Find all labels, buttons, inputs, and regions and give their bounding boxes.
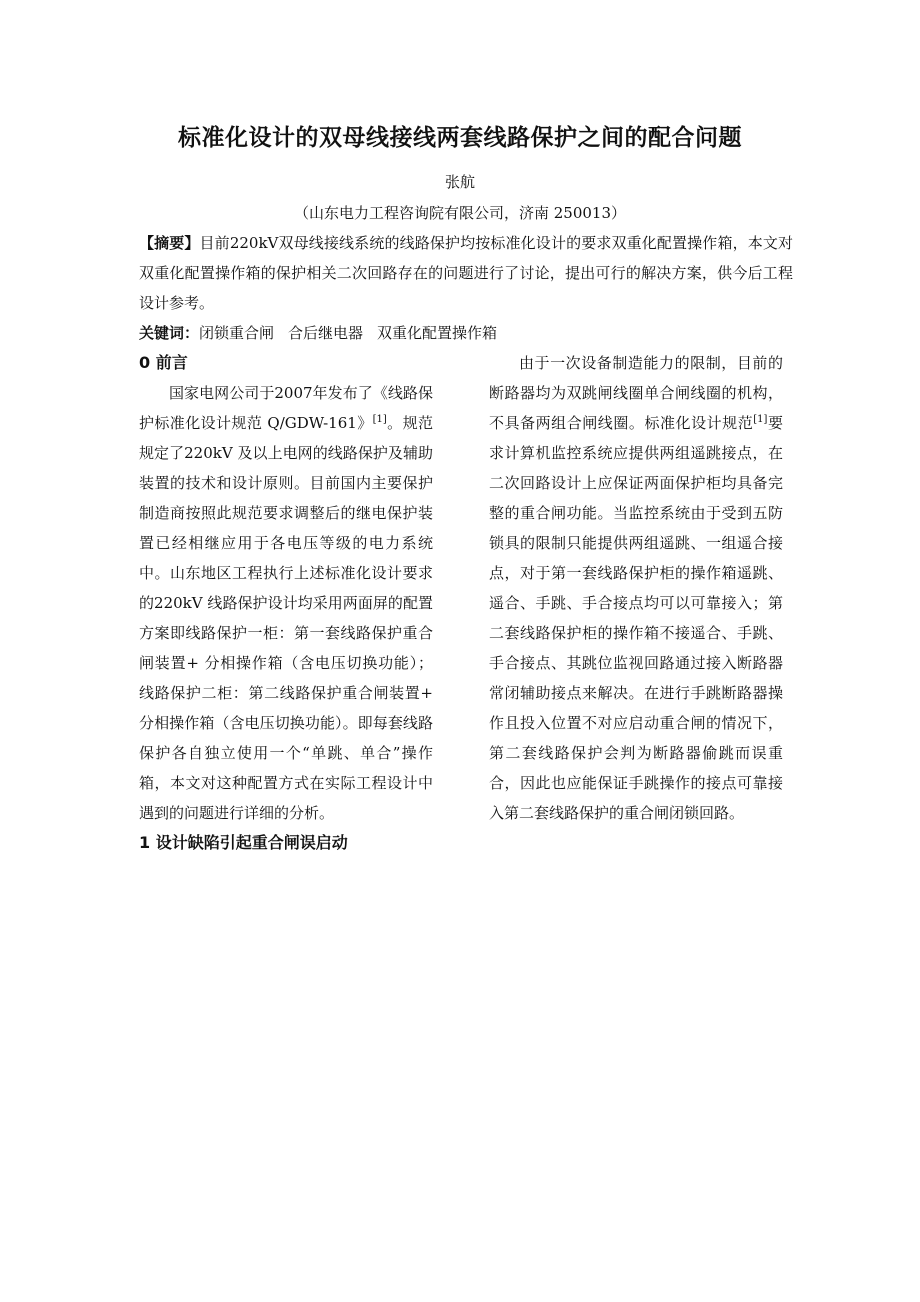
paragraph-text: 要求计算机监控系统应提供两组遥跳接点，在二次回路设计上应保证两面保护柜均具备完整的重合闸功能。当监控系统由于受到五防锁具的限制只能提供两组遥跳、一组遥合接点，对于第一套线路保护柜的操作箱遥跳、遥合、手跳、手合接点均可以可靠接入；第二套线路保护柜的操作箱不接遥合、手跳、手合接点、其跳位监视回路通过接入断路器常闭辅助接点来解决。在进行手跳断路器操作且投入位置不对应启动重合闸的情况下，第二套线路保护会判为断路器偷跳而误重合，因此也应能保证手跳操作的接点可靠接入第二套线路保护的重合闸闭锁回路。 xyxy=(489,414,783,822)
paragraph-text: 。规范规定了220kV 及以上电网的线路保护及辅助装置的技术和设计原则。目前国内主要保护制造商按照此规范要求调整后的继电保护装置已经相继应用于各电压等级的电力系统中。山东地区工程执行上述标准化设计要求的220kV 线路保护设计均采用两面屏的配置方案即线路保护一柜：第一套线路保护重合闸装置+ 分相操作箱（含电压切换功能）；线路保护二柜：第二线路保护重合闸装置+ 分相操作箱（含电压切换功能）。即每套线路保护各自独立使用一个“单跳、单合”操作箱，本文对这种配置方式在实际工程设计中遇到的问题进行详细的分析。 xyxy=(139,414,433,822)
keyword-item: 闭锁重合闸 xyxy=(199,324,275,342)
right-column xyxy=(489,348,783,828)
reference-marker: [1] xyxy=(753,414,768,425)
keywords xyxy=(139,318,793,348)
body-paragraph xyxy=(489,348,783,828)
abstract xyxy=(139,228,793,318)
section-heading-design-defect: 1 设计缺陷引起重合闸误启动 xyxy=(139,833,348,852)
paragraph-text: 国家电网公司于2007年发布了《线路保护标准化设计规范 Q/GDW-161》 xyxy=(139,384,433,432)
keyword-item: 双重化配置操作箱 xyxy=(377,324,498,342)
left-column xyxy=(139,348,433,858)
abstract-text: 目前220kV双母线接线系统的线路保护均按标准化设计的要求双重化配置操作箱，本文对双重化配置操作箱的保护相关二次回路存在的问题进行了讨论，提出可行的解决方案，供今后工程设计参考。 xyxy=(139,234,793,312)
keyword-item: 合后继电器 xyxy=(288,324,364,342)
author-name: 张航 xyxy=(444,173,475,191)
abstract-label: 【摘要】 xyxy=(139,234,200,252)
reference-marker: [1] xyxy=(372,414,387,425)
author-affiliation: （山东电力工程咨询院有限公司，济南 250013） xyxy=(293,204,627,222)
paragraph-text: 由于一次设备制造能力的限制，目前的断路器均为双跳闸线圈单合闸线圈的机构，不具备两组合闸线圈。标准化设计规范 xyxy=(489,354,783,432)
paper-title: 标准化设计的双母线接线两套线路保护之间的配合问题 xyxy=(178,125,742,151)
section-heading-introduction: 0 前言 xyxy=(139,353,188,372)
introduction-paragraph xyxy=(139,378,433,828)
keywords-label: 关键词： xyxy=(139,324,200,342)
